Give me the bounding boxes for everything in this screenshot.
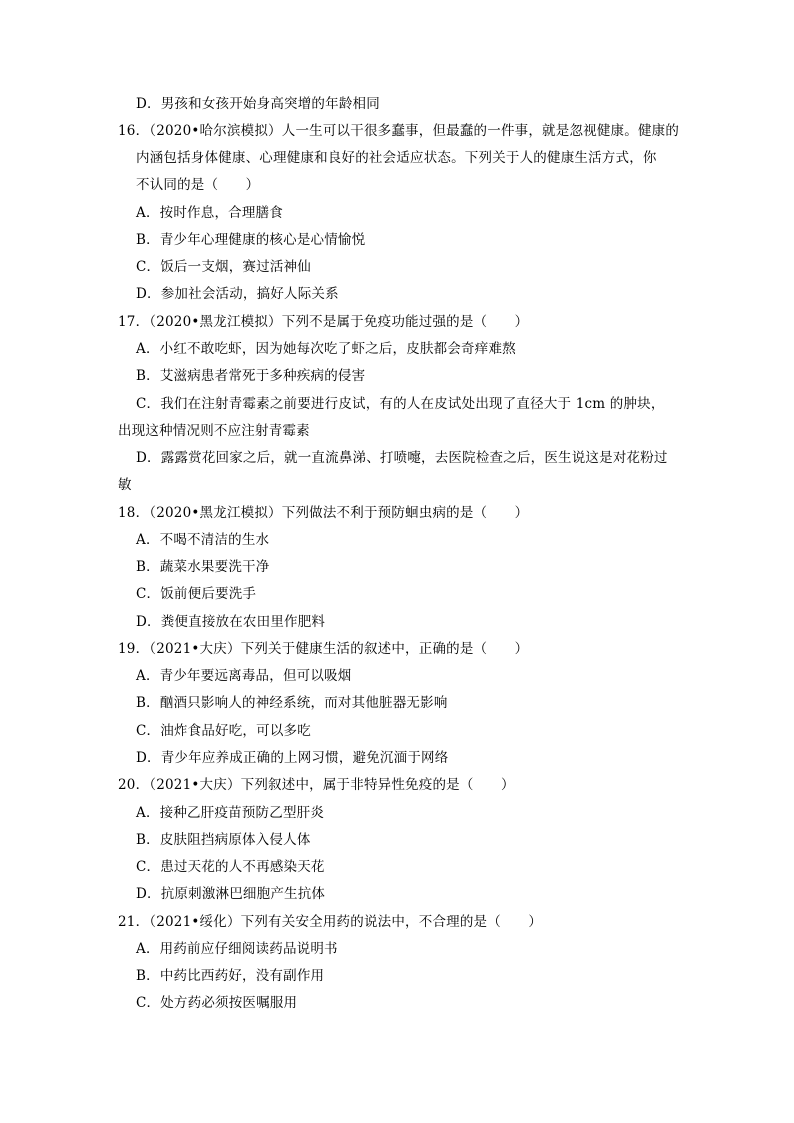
q17-option-d-line-1[interactable]: D．露露赏花回家之后，就一直流鼻涕、打喷嚏，去医院检查之后，医生说这是对花粉过 (136, 450, 668, 466)
q20-option-b[interactable]: B．皮肤阻挡病原体入侵人体 (136, 832, 311, 848)
q19-option-a[interactable]: A．青少年要远离毒品，但可以吸烟 (136, 668, 352, 684)
q19-option-d[interactable]: D．青少年应养成正确的上网习惯，避免沉湎于网络 (136, 750, 449, 766)
q17-option-c-line-2[interactable]: 出现这种情况则不应注射青霉素 (118, 423, 310, 439)
q17-option-d-line-2[interactable]: 敏 (118, 477, 132, 493)
q17-option-a[interactable]: A．小红不敢吃虾，因为她每次吃了虾之后，皮肤都会奇痒难熬 (136, 341, 516, 357)
q20-stem: 20．（2021•大庆）下列叙述中，属于非特异性免疫的是（ ） (118, 777, 515, 793)
q17-option-c-line-1[interactable]: C．我们在注射青霉素之前要进行皮试，有的人在皮试处出现了直径大于 1cm 的肿块， (136, 396, 665, 412)
q18-option-c[interactable]: C．饭前便后要洗手 (136, 586, 257, 602)
q19-option-c[interactable]: C．油炸食品好吃，可以多吃 (136, 723, 311, 739)
q16-option-d[interactable]: D．参加社会活动，搞好人际关系 (136, 286, 339, 302)
q16-stem-line-1: 16．（2020•哈尔滨模拟）人一生可以干很多蠢事，但最蠢的一件事，就是忽视健康。健康的 (118, 123, 680, 139)
q18-option-d[interactable]: D．粪便直接放在农田里作肥料 (136, 614, 326, 630)
q20-option-a[interactable]: A．接种乙肝疫苗预防乙型肝炎 (136, 805, 325, 821)
q21-option-a[interactable]: A．用药前应仔细阅读药品说明书 (136, 941, 338, 957)
q20-option-c[interactable]: C．患过天花的人不再感染天花 (136, 859, 325, 875)
q21-option-b[interactable]: B．中药比西药好，没有副作用 (136, 968, 325, 984)
q18-stem: 18．（2020•黑龙江模拟）下列做法不利于预防蛔虫病的是（ ） (118, 505, 529, 521)
q18-option-a[interactable]: A．不喝不清洁的生水 (136, 532, 270, 548)
q16-stem-line-2: 内涵包括身体健康、心理健康和良好的社会适应状态。下列关于人的健康生活方式，你 (136, 150, 657, 166)
q18-option-b[interactable]: B．蔬菜水果要洗干净 (136, 559, 270, 575)
q21-stem: 21．（2021•绥化）下列有关安全用药的说法中，不合理的是（ ） (118, 914, 543, 930)
q21-option-c[interactable]: C．处方药必须按医嘱服用 (136, 995, 298, 1011)
q19-stem: 19．（2021•大庆）下列关于健康生活的叙述中，正确的是（ ） (118, 641, 529, 657)
q17-stem: 17．（2020•黑龙江模拟）下列不是属于免疫功能过强的是（ ） (118, 314, 529, 330)
q17-option-b[interactable]: B．艾滋病患者常死于多种疾病的侵害 (136, 368, 366, 384)
q16-option-c[interactable]: C．饭后一支烟，赛过活神仙 (136, 259, 311, 275)
q15-option-d[interactable]: D．男孩和女孩开始身高突增的年龄相同 (136, 96, 380, 112)
q16-stem-line-3: 不认同的是（ ） (136, 177, 260, 193)
q16-option-a[interactable]: A．按时作息，合理膳食 (136, 205, 283, 221)
q19-option-b[interactable]: B．酗酒只影响人的神经系统，而对其他脏器无影响 (136, 695, 448, 711)
q16-option-b[interactable]: B．青少年心理健康的核心是心情愉悦 (136, 232, 366, 248)
q20-option-d[interactable]: D．抗原刺激淋巴细胞产生抗体 (136, 886, 326, 902)
